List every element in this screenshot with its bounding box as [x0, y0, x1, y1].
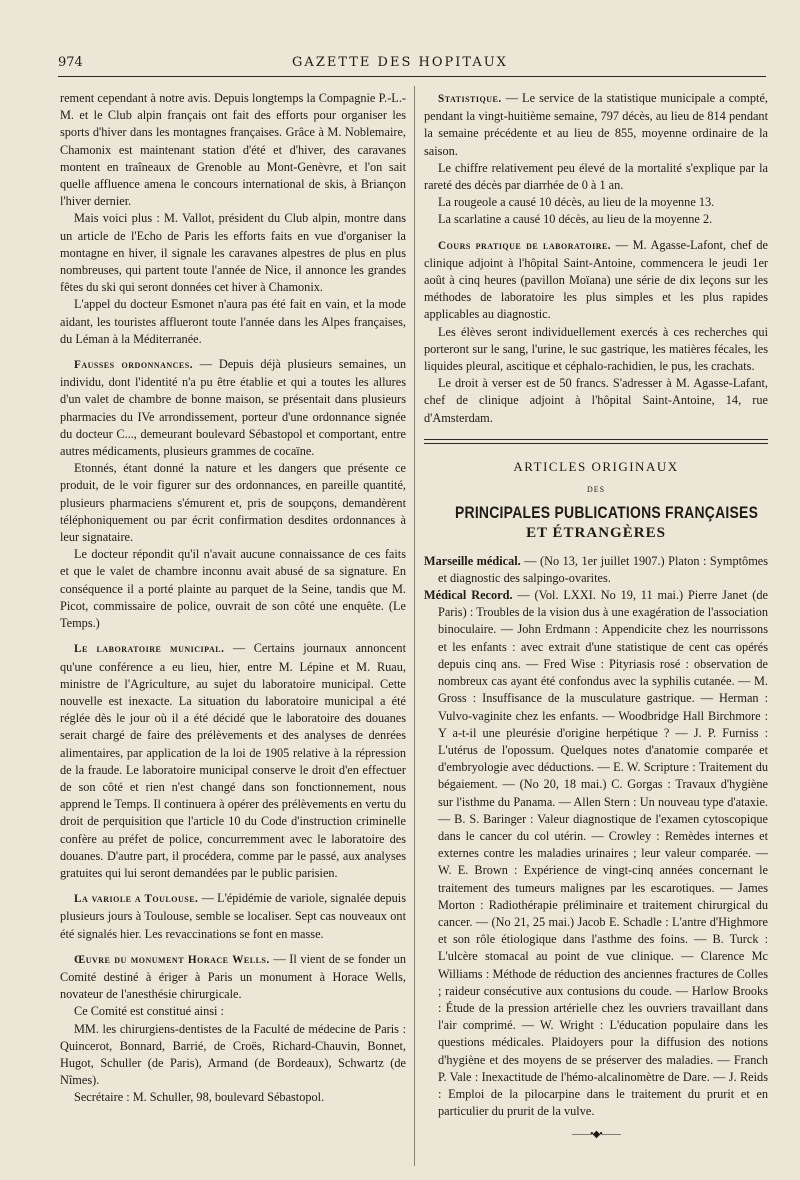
news-text: — Il vient de se fonder un Comité destiné à ériger à Paris un monument à Horace Wells, novateur de l'anesthésie chirurgicale.	[60, 951, 406, 1002]
section-title-publications: PRINCIPALES PUBLICATIONS FRANÇAISES	[454, 503, 759, 523]
news-heading: Cours pratique de laboratoire.	[438, 239, 612, 252]
paragraph: Secrétaire : M. Schuller, 98, boulevard Sébastopol.	[74, 1090, 325, 1105]
section-title-articles: ARTICLES ORIGINAUX	[513, 458, 679, 474]
section-title-etrangeres: ET ÉTRANGÈRES	[526, 525, 666, 542]
news-heading: Œuvre du monument Horace Wells.	[74, 953, 270, 966]
paragraph: Le chiffre relativement peu élevé de la mortalité s'explique par la rareté des décès par diarrhée de 0 à 1 an.	[424, 160, 768, 193]
left-column	[60, 90, 406, 1107]
page-number: 974	[58, 55, 83, 70]
journal-name: Marseille médical.	[424, 553, 521, 568]
journal-entry-marseille	[424, 553, 768, 587]
news-heading: Fausses ordonnances.	[74, 359, 194, 372]
running-title: GAZETTE DES HOPITAUX	[292, 55, 508, 70]
column-divider	[414, 86, 415, 1166]
news-text: — L'épidémie de variole, signalée depuis plusieurs jours à Toulouse, semble se localiser. Sept cas nouveaux ont été signalés hier. Les revaccinations se font en masse.	[60, 891, 406, 941]
right-column	[424, 90, 768, 1144]
news-heading: La variole a Toulouse.	[74, 893, 199, 906]
news-heading: Statistique.	[438, 93, 502, 105]
news-item-laboratoire	[60, 640, 406, 882]
paragraph: Le docteur répondit qu'il n'avait aucune connaissance de ces faits et que le valet de chambre inconnu avait abusé de sa signature. En conséquence il a porté plainte au parquet de la Seine, tandis que M. Picot, commissaire de police, ouvrait de son côté une enquête. (Le Temps.)	[60, 547, 406, 631]
journal-name: Médical Record.	[424, 588, 513, 603]
news-text: — Le service de la statistique municipale a compté, pendant la vingt-huitième semaine, 797 décès, au lieu de 814 pendant la semaine précédente et au lieu de 855, moyenne ordinaire de la saison.	[424, 91, 768, 158]
news-heading: Le laboratoire municipal.	[74, 643, 225, 656]
paragraph: Les élèves seront individuellement exercés à ces recherches qui porteront sur le sang, l'urine, le suc gastrique, les matières fécales, les liquides pleural, ascitique et céphalo-rachidien, le pus, les crachats.	[424, 324, 768, 374]
news-text: — Depuis déjà plusieurs semaines, un individu, dont l'identité n'a pu être établie et qui a toutes les allures d'un valet de chambre de bonne maison, se présentait dans plusieurs pharmacies du IVe arrondissement, porteur d'une ordonnance signée du docteur C..., demeurant boulevard Sébastopol et comportant, entre autres médicaments, plusieurs grammes de cocaïne.	[60, 357, 406, 459]
news-item-fausses-ordonnances	[60, 356, 406, 460]
news-item-statistique	[424, 90, 768, 160]
news-text: — M. Agasse-Lafont, chef de clinique adjoint à l'hôpital Saint-Antoine, commencera le jeudi 1er août à cinq heures (pavillon Moïana) une série de dix leçons sur les méthodes de laboratoire les plus simples et les plus rapides applicables au diagnostic.	[424, 237, 768, 322]
news-item-variole	[60, 890, 406, 943]
paragraph: La scarlatine a causé 10 décès, au lieu de la moyenne 2.	[438, 212, 713, 227]
paragraph: Le droit à verser est de 50 francs. S'adresser à M. Agasse-Lafant, chef de clinique adjoint à l'hôpital Saint-Antoine, 14, rue d'Amsterdam.	[424, 376, 768, 425]
news-item-horace-wells	[60, 951, 406, 1004]
paragraph: Etonnés, étant donné la nature et les dangers que présente ce produit, de le voir figurer sur des ordonnances, en pareille quantité, plusieurs pharmaciens s'émurent et, pris de soupçons, demandèrent téléphoniquement ou par écrit confirmation desdites ordonnances à leur signataire.	[60, 461, 406, 545]
header-rule	[58, 76, 766, 77]
paragraph: Mais voici plus : M. Vallot, président du Club alpin, montre dans un article de l'Echo de Paris les efforts faits en vue d'organiser la montagne en hiver, il signale les caravanes alpestres de plus en plus nombreuses, qui partent toute l'année de Nice, il annonce les grandes fêtes du ski qui seront données cet hiver à Chamonix.	[60, 211, 406, 295]
section-divider	[424, 439, 768, 444]
paragraph: La rougeole a causé 10 décès, au lieu de la moyenne 13.	[438, 195, 715, 210]
paragraph: L'appel du docteur Esmonet n'aura pas été fait en vain, et la mode aidant, les touristes afflueront toute l'année dans les Alpes françaises, du Léman à la Méditerranée.	[60, 297, 406, 346]
paragraph: rement cependant à notre avis. Depuis longtemps la Compagnie P.-L.-M. et le Club alpin français ont fait des efforts pour organiser les sports d'hiver dans les montagnes françaises. Grâce à M. Noblemaire, Chamonix est maintenant station d'été et d'hiver, des caravanes montent en traîneaux de Grenoble au Mont-Genèvre, et l'on sait quelle affluence amena le concours international de skis, à Briançon l'hiver dernier.	[60, 91, 406, 209]
paragraph: Ce Comité est constitué ainsi :	[74, 1004, 224, 1019]
end-ornament: ——•◆•——	[572, 1129, 620, 1141]
section-title-des: DES	[586, 485, 606, 495]
journal-entry-medical-record	[424, 587, 768, 1120]
journal-text: — (Vol. LXXI. No 19, 11 mai.) Pierre Janet (de Paris) : Troubles de la vision dus à une exagération de l'association binoculaire. — John Erdmann : Appendicite chez les nourrissons et les enfants : avec extrait d'une statistique de cent cas opérés depuis cinq ans. — Fred Wise : Pityriasis rosé : observation de nombreux cas ayant été confondus avec la syphilis cutanée. — M. Gross : Insuffisance de la musculature gastrique. — Herman : Vulvo-vaginite chez les enfants. — Woodbridge Hall Birchmore : Y a-t-il une pleurésie d'origine herpétique ? — J. P. Furniss : L'utérus de l'opossum. Quelques notes d'anatomie comparée et d'embryologie avec déductions. — E. W. Scripture : Traitement du bégaiement. — (No 20, 18 mai.) C. Gorgas : Travaux d'hygiène sur l'isthme du Panama. — Allen Stern : Un nouveau type d'ataxie. — B. S. Baringer : Valeur diagnostique de l'examen cytoscopique dans le cancer du col utérin. — Crowley : Remèdes internes et externes contre les maladies urinaires ; leur valeur comparée. — W. E. Brown : Expérience de vingt-cinq années concernant le traitement des tumeurs malignes par les escarotiques. — James Morton : Radiothérapie préliminaire et traitement chirurgical du cancer. — (No 21, 25 mai.) Jacob E. Schadle : L'antre d'Highmore et son rôle étiologique dans l'asthme des foins. — B. Turck : L'ulcère stomacal au point de vue clinique. — Clarence Mc Williams : Méthode de réduction des anciennes fractures de Colles ; raideur consécutive aux contusions du coude. — Harlow Brooks : Étude de la pression artérielle chez les ouvriers travaillant dans l'air comprimé. — W. Wright : L'éducation populaire dans les questions médicales. Plaidoyers pour la diffusion des notions d'hygiène et des moyens de se préserver des maladies. — Franch P. Vale : Inexactitude de l'hémo-alcalinomètre de Dare. — J. Reids : Emploi de la pilocarpine dans le traitement du prurit et en particulier du prurit de la vulve.	[438, 588, 769, 1119]
journal-text: — (No 13, 1er juillet 1907.) Platon : Symptômes et diagnostic des salpingo-ovarites.	[438, 553, 769, 585]
paragraph: MM. les chirurgiens-dentistes de la Faculté de médecine de Paris : Quincerot, Bonnard, Barrié, de Croës, Richard-Chauvin, Bonnet, Hugot, Schuller (de Paris), Armand (de Bordeaux), Schwartz (de Nîmes).	[60, 1021, 406, 1088]
news-item-cours-pratique	[424, 237, 768, 324]
news-text: — Certains journaux annoncent qu'une conférence a eu lieu, hier, entre M. Lépine et M. Ruau, ministre de l'Agriculture, au sujet du laboratoire municipal. Cette nouvelle est inexacte. La situation du laboratoire municipal a été réglée dès le jour où il a été décidé que le laboratoire des douanes serait chargé de faire des prélèvements et des analyses de denrées alimentaires, par application de la loi de 1905 relative à la répression de la fraude. Le laboratoire municipal conserve le droit d'en effectuer de son côté et rien n'est changé dans son fonctionnement, nous apprend le Temps. Il continuera à opérer des prélèvements en vertu du droit de perquisition que l'article 10 du Code d'instruction criminelle confère au préfet de police, concurremment avec le laboratoire des douanes. D'autre part, il procédera, comme par le passé, aux analyses gratuites qui lui seront demandées par le public parisien.	[60, 641, 406, 880]
